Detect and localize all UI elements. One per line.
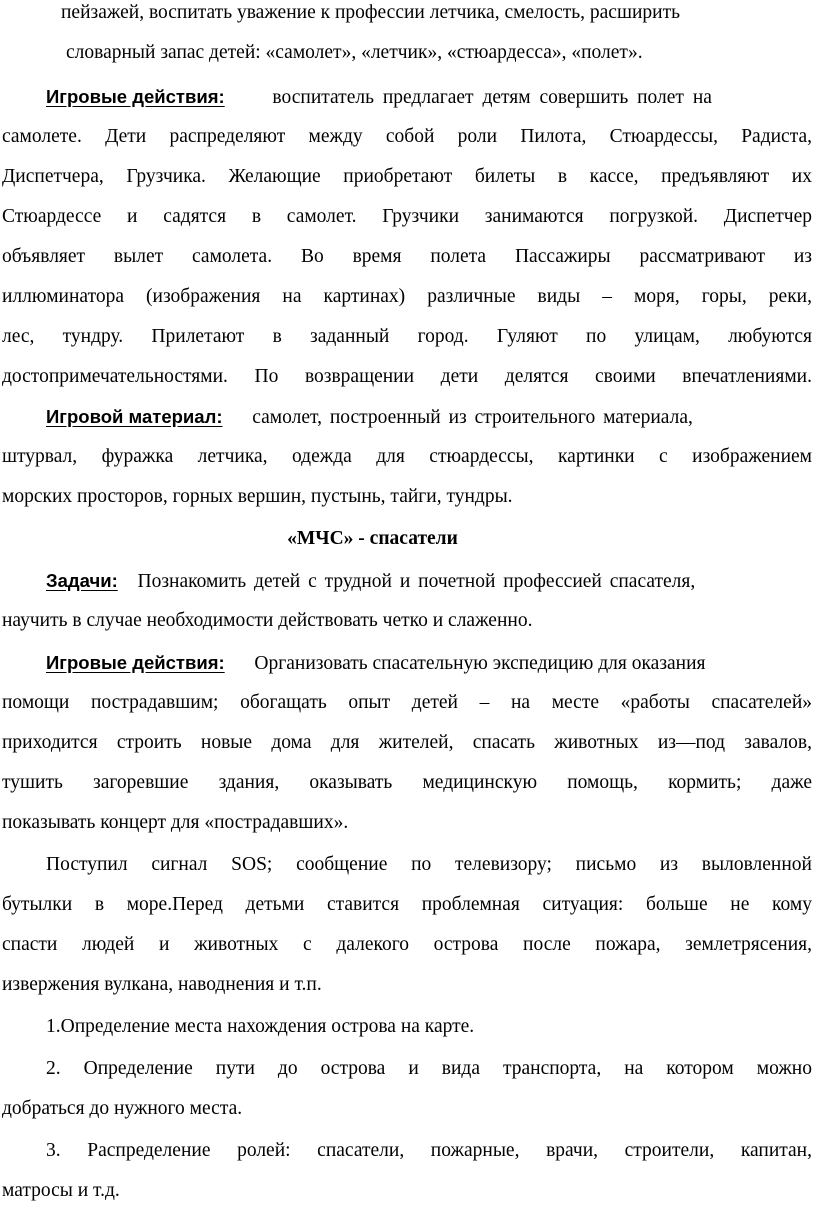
section-heading-mchs: «МЧС» - спасатели: [287, 528, 458, 549]
paragraph-line: показывать концерт для «пострадавших».: [2, 812, 349, 833]
section-label-game-actions-2: Игровые действия:: [46, 652, 225, 673]
paragraph-line: тушить загоревшие здания, оказывать медицинскую помощь, кормить; даже: [2, 772, 812, 793]
paragraph-text: Познакомить детей с трудной и почетной профессией спасателя,: [137, 571, 696, 592]
paragraph-text: воспитатель предлагает детям совершить полет на: [272, 87, 712, 108]
paragraph-line: [46, 404, 812, 431]
paragraph-line: лес, тундру. Прилетают в заданный город. Гуляют по улицам, любуются: [2, 326, 812, 347]
paragraph-line: [46, 650, 812, 677]
paragraph-line: морских просторов, горных вершин, пустынь, тайги, тундры.: [2, 486, 513, 507]
paragraph-text: самолет, построенный из строительного материала,: [252, 407, 693, 428]
paragraph-line: Диспетчера, Грузчика. Желающие приобретают билеты в кассе, предъявляют их: [2, 166, 812, 187]
paragraph-line: спасти людей и животных с далекого острова после пожара, землетрясения,: [2, 934, 812, 955]
paragraph-line: Поступил сигнал SOS; сообщение по телевизору; письмо из выловленной: [46, 854, 812, 875]
paragraph-line: извержения вулкана, наводнения и т.п.: [2, 974, 322, 995]
paragraph-text: Организовать спасательную экспедицию для оказания: [254, 653, 706, 674]
paragraph-line: достопримечательностями. По возвращении дети делятся своими впечатлениями.: [2, 366, 812, 387]
paragraph-line: [46, 568, 812, 595]
paragraph-line: добраться до нужного места.: [2, 1098, 243, 1119]
list-item: 3. Распределение ролей: спасатели, пожарные, врачи, строители, капитан,: [46, 1140, 812, 1161]
list-item: 2. Определение пути до острова и вида транспорта, на котором можно: [46, 1058, 812, 1079]
paragraph-line: матросы и т.д.: [2, 1180, 120, 1201]
paragraph-line: словарный запас детей: «самолет», «летчик», «стюардесса», «полет».: [66, 42, 643, 63]
section-label-tasks: Задачи:: [46, 570, 118, 591]
section-label-game-material: Игровой материал:: [46, 406, 223, 427]
paragraph-line: Стюардессе и садятся в самолет. Грузчики занимаются погрузкой. Диспетчер: [2, 206, 812, 227]
paragraph-line: научить в случае необходимости действовать четко и слаженно.: [2, 610, 533, 631]
paragraph-line: пейзажей, воспитать уважение к профессии летчика, смелость, расширить: [61, 2, 681, 23]
paragraph-line: [46, 84, 812, 111]
list-item: 1.Определение места нахождения острова на карте.: [46, 1016, 475, 1037]
section-label-game-actions: Игровые действия:: [46, 86, 225, 107]
paragraph-line: помощи пострадавшим; обогащать опыт детей – на месте «работы спасателей»: [2, 692, 812, 713]
paragraph-line: бутылки в море.Перед детьми ставится проблемная ситуация: больше не кому: [2, 894, 812, 915]
paragraph-line: самолете. Дети распределяют между собой роли Пилота, Стюардессы, Радиста,: [2, 126, 812, 147]
paragraph-line: штурвал, фуражка летчика, одежда для стюардессы, картинки с изображением: [2, 446, 812, 467]
paragraph-line: приходится строить новые дома для жителей, спасать животных из—под завалов,: [2, 732, 812, 753]
paragraph-line: иллюминатора (изображения на картинах) различные виды – моря, горы, реки,: [2, 286, 812, 307]
paragraph-line: объявляет вылет самолета. Во время полета Пассажиры рассматривают из: [2, 246, 812, 267]
